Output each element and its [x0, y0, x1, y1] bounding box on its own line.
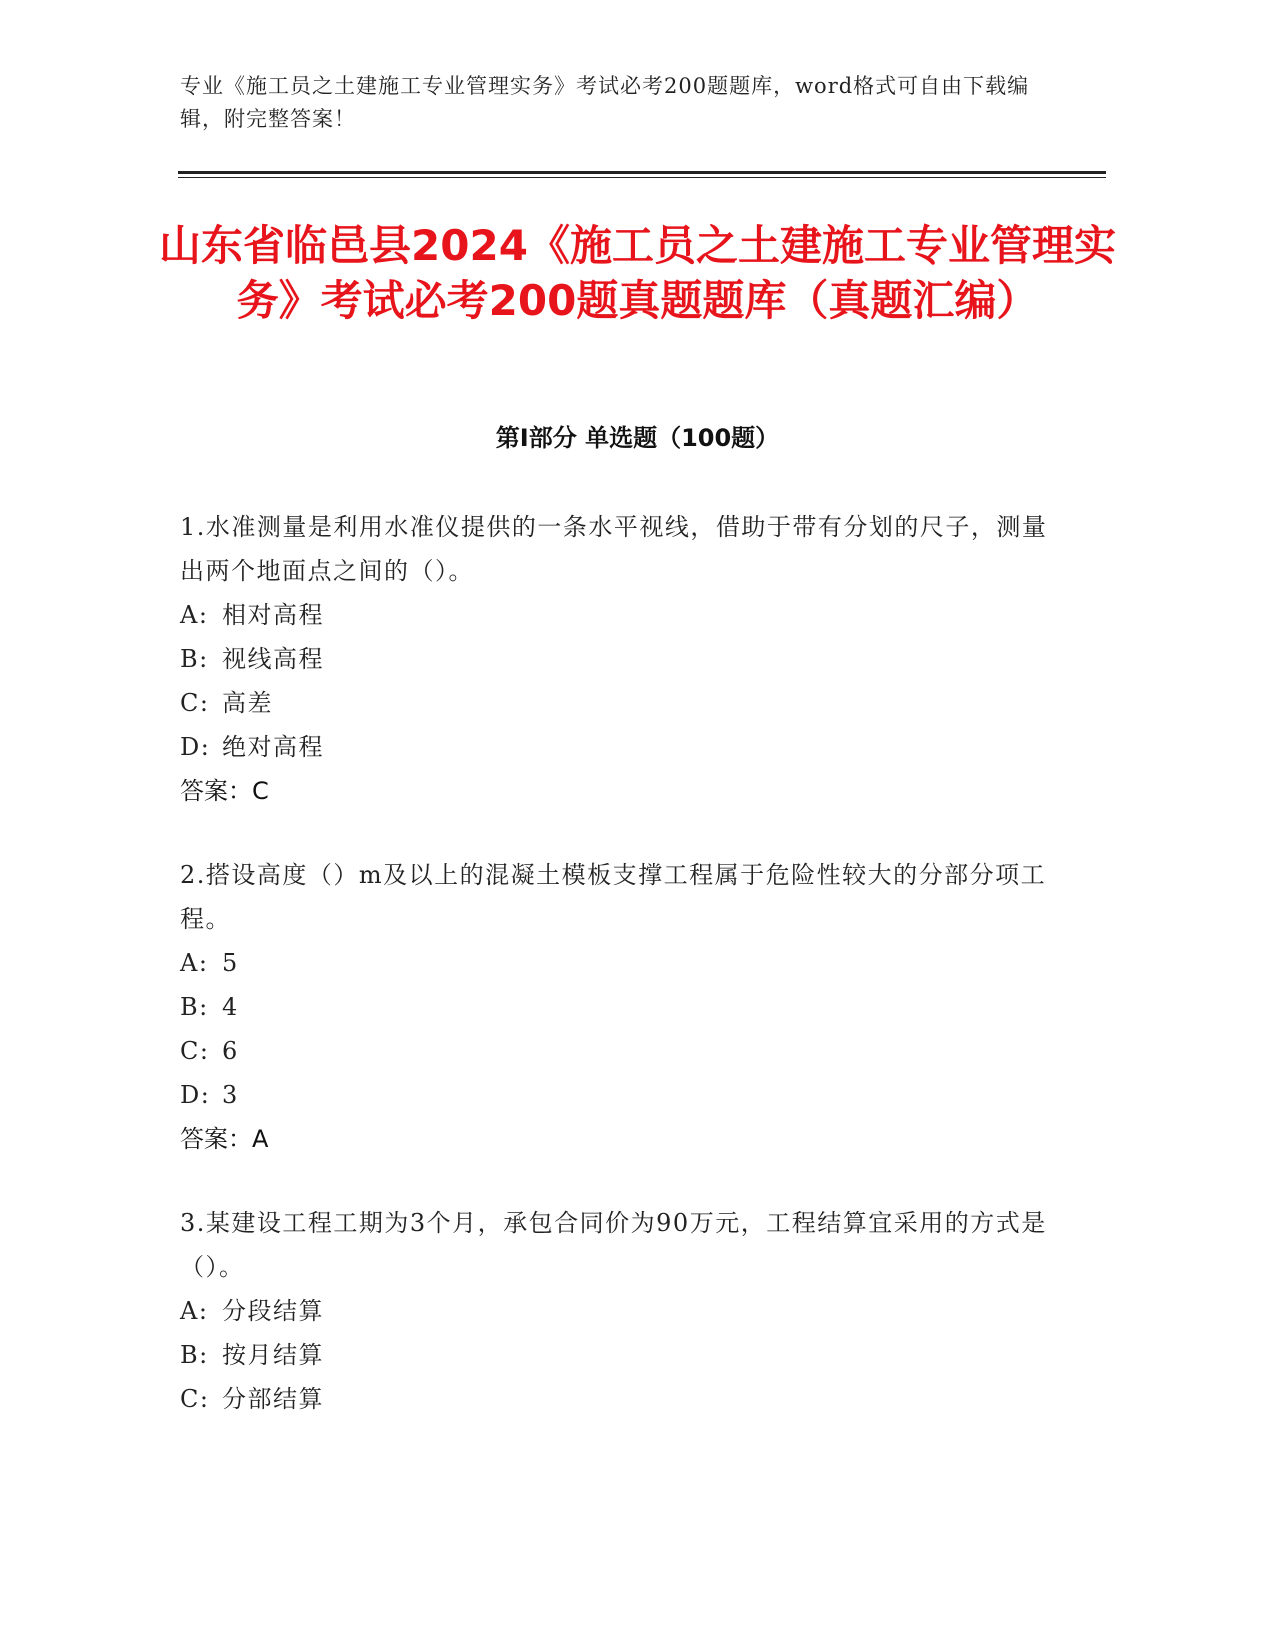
option-letter: B: [180, 645, 209, 673]
option-a [180, 941, 1050, 985]
option-letter: A: [180, 949, 209, 977]
answer-line: 答案：C [180, 777, 269, 805]
question-item [180, 853, 1050, 1161]
section-title: 第I部分 单选题（100题） [495, 424, 780, 452]
option-letter: B: [180, 993, 209, 1021]
option-text: 高差 [222, 689, 273, 717]
option-text: 按月结算 [222, 1341, 324, 1369]
option-text: 绝对高程 [222, 733, 324, 761]
option-b [180, 637, 1050, 681]
option-text: 分段结算 [222, 1297, 324, 1325]
option-text: 分部结算 [222, 1385, 324, 1413]
question-list [180, 505, 1050, 1461]
option-text: 4 [222, 993, 239, 1021]
option-a [180, 593, 1050, 637]
option-letter: C: [180, 1385, 210, 1413]
option-letter: C: [180, 1037, 210, 1065]
option-letter: D: [180, 733, 211, 761]
question-stem: 1.水准测量是利用水准仪提供的一条水平视线，借助于带有分划的尺子，测量出两个地面点之间的（）。 [180, 513, 1048, 585]
question-stem: 2.搭设高度（）m及以上的混凝土模板支撑工程属于危险性较大的分部分项工程。 [180, 861, 1047, 933]
option-letter: A: [180, 1297, 209, 1325]
option-text: 视线高程 [222, 645, 324, 673]
option-text: 5 [222, 949, 239, 977]
option-c [180, 681, 1050, 725]
option-c [180, 1377, 1050, 1421]
option-letter: C: [180, 689, 210, 717]
option-text: 相对高程 [222, 601, 324, 629]
option-b [180, 1333, 1050, 1377]
option-d [180, 1073, 1050, 1117]
option-text: 6 [222, 1037, 239, 1065]
option-d [180, 725, 1050, 769]
answer-line: 答案：A [180, 1125, 269, 1153]
option-c [180, 1029, 1050, 1073]
question-item [180, 505, 1050, 813]
option-a [180, 1289, 1050, 1333]
option-b [180, 985, 1050, 1029]
option-text: 3 [222, 1081, 239, 1109]
question-item [180, 1201, 1050, 1421]
header-note: 专业《施工员之土建施工专业管理实务》考试必考200题题库，word格式可自由下载编辑，附完整答案！ [180, 74, 1030, 131]
document-title: 山东省临邑县2024《施工员之土建施工专业管理实务》考试必考200题真题题库（真题汇编） [159, 221, 1116, 325]
question-stem: 3.某建设工程工期为3个月，承包合同价为90万元，工程结算宜采用的方式是（）。 [180, 1209, 1047, 1281]
option-letter: D: [180, 1081, 211, 1109]
option-letter: B: [180, 1341, 209, 1369]
header-divider-thick [178, 171, 1106, 174]
option-letter: A: [180, 601, 209, 629]
header-divider-thin [178, 177, 1106, 178]
